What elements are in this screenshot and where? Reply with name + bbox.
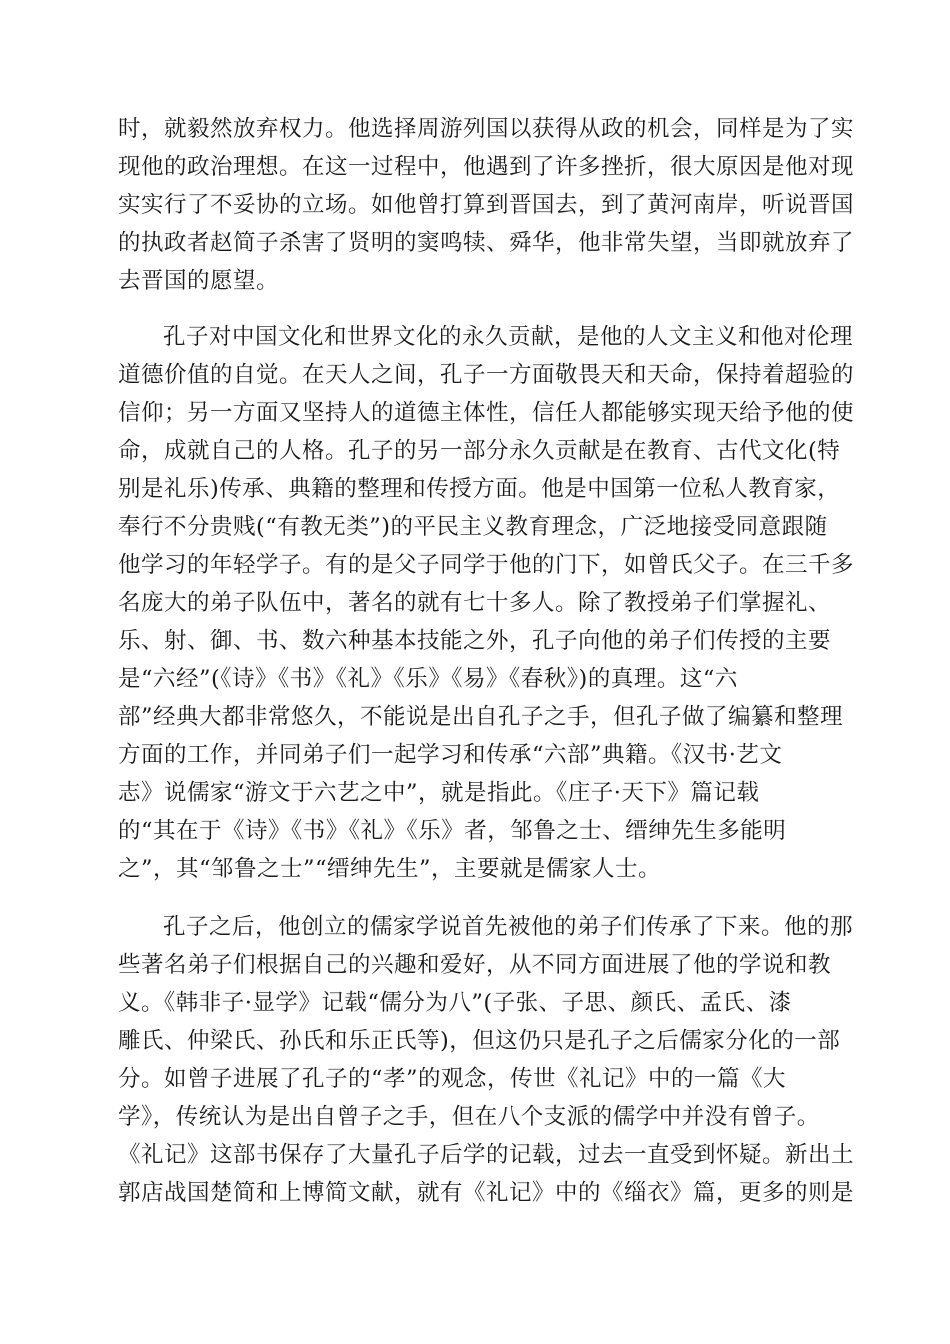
- text-line: 《礼记》这部书保存了大量孔子后学的记载，过去一直受到怀疑。新出土: [118, 1142, 855, 1168]
- text-line: 别是礼乐)传承、典籍的整理和传授方面。他是中国第一位私人教育家，: [118, 476, 841, 502]
- text-line: 时，就毅然放弃权力。他选择周游列国以获得从政的机会，同样是为了实: [118, 116, 855, 142]
- text-line: 的“其在于《诗》《书》《礼》《乐》者，邹鲁之士、缙绅先生多能明: [118, 818, 787, 844]
- text-line: 些著名弟子们根据自己的兴趣和爱好，从不同方面进展了他的学说和教: [118, 952, 832, 978]
- text-line: 孔子对中国文化和世界文化的永久贡献，是他的人文主义和他对伦理: [163, 324, 854, 350]
- text-line: 义。《韩非子·显学》记载“儒分为八”(子张、子思、颜氏、孟氏、漆: [118, 990, 792, 1016]
- text-line: 学》，传统认为是出自曾子之手，但在八个支派的儒学中并没有曾子。: [118, 1104, 820, 1130]
- paragraph-3: [118, 908, 855, 1212]
- text-line: 命，成就自己的人格。孔子的另一部分永久贡献是在教育、古代文化(特: [118, 438, 841, 464]
- text-line: 孔子之后，他创立的儒家学说首先被他的弟子们传承了下来。他的那: [163, 914, 854, 940]
- text-line: 道德价值的自觉。在天人之间，孔子一方面敬畏天和天命，保持着超验的: [118, 362, 855, 388]
- text-line: 分。如曾子进展了孔子的“孝”的观念，传世《礼记》中的一篇《大: [118, 1066, 787, 1092]
- text-line: 志》说儒家“游文于六艺之中”，就是指此。《庄子·天下》篇记载: [118, 780, 760, 806]
- text-line: 乐、射、御、书、数六种基本技能之外，孔子向他的弟子们传授的主要: [118, 628, 832, 654]
- text-line: 部”经典大都非常悠久，不能说是出自孔子之手，但孔子做了编纂和整理: [118, 704, 844, 730]
- text-line: 他学习的年轻学子。有的是父子同学于他的门下，如曾氏父子。在三千多: [118, 552, 855, 578]
- text-line: 现他的政治理想。在这一过程中，他遇到了许多挫折，很大原因是他对现: [118, 154, 855, 180]
- text-line: 名庞大的弟子队伍中，著名的就有七十多人。除了教授弟子们掌握礼、: [118, 590, 832, 616]
- text-line: 雕氏、仲梁氏、孙氏和乐正氏等)，但这仍只是孔子之后儒家分化的一部: [118, 1028, 841, 1054]
- text-line: 郭店战国楚简和上博简文献，就有《礼记》中的《缁衣》篇，更多的则是: [118, 1180, 855, 1206]
- text-line: 实实行了不妥协的立场。如他曾打算到晋国去，到了黄河南岸，听说晋国: [118, 192, 855, 218]
- text-line: 方面的工作，并同弟子们一起学习和传承“六部”典籍。《汉书·艺文: [118, 742, 783, 768]
- text-line: 之”，其“邹鲁之士”“缙绅先生”，主要就是儒家人士。: [118, 856, 662, 882]
- paragraph-2: [118, 318, 855, 888]
- text-line: 奉行不分贵贱(“有教无类”)的平民主义教育理念，广泛地接受同意跟随: [118, 514, 828, 540]
- text-line: 是“六经”(《诗》《书》《礼》《乐》《易》《春秋》)的真理。这“六: [118, 666, 738, 692]
- text-line: 去晋国的愿望。: [118, 268, 280, 294]
- text-line: 信仰；另一方面又坚持人的道德主体性，信任人都能够实现天给予他的使: [118, 400, 855, 426]
- paragraph-1: [118, 110, 855, 300]
- text-line: 的执政者赵简子杀害了贤明的窦鸣犊、舜华，他非常失望，当即就放弃了: [118, 230, 855, 256]
